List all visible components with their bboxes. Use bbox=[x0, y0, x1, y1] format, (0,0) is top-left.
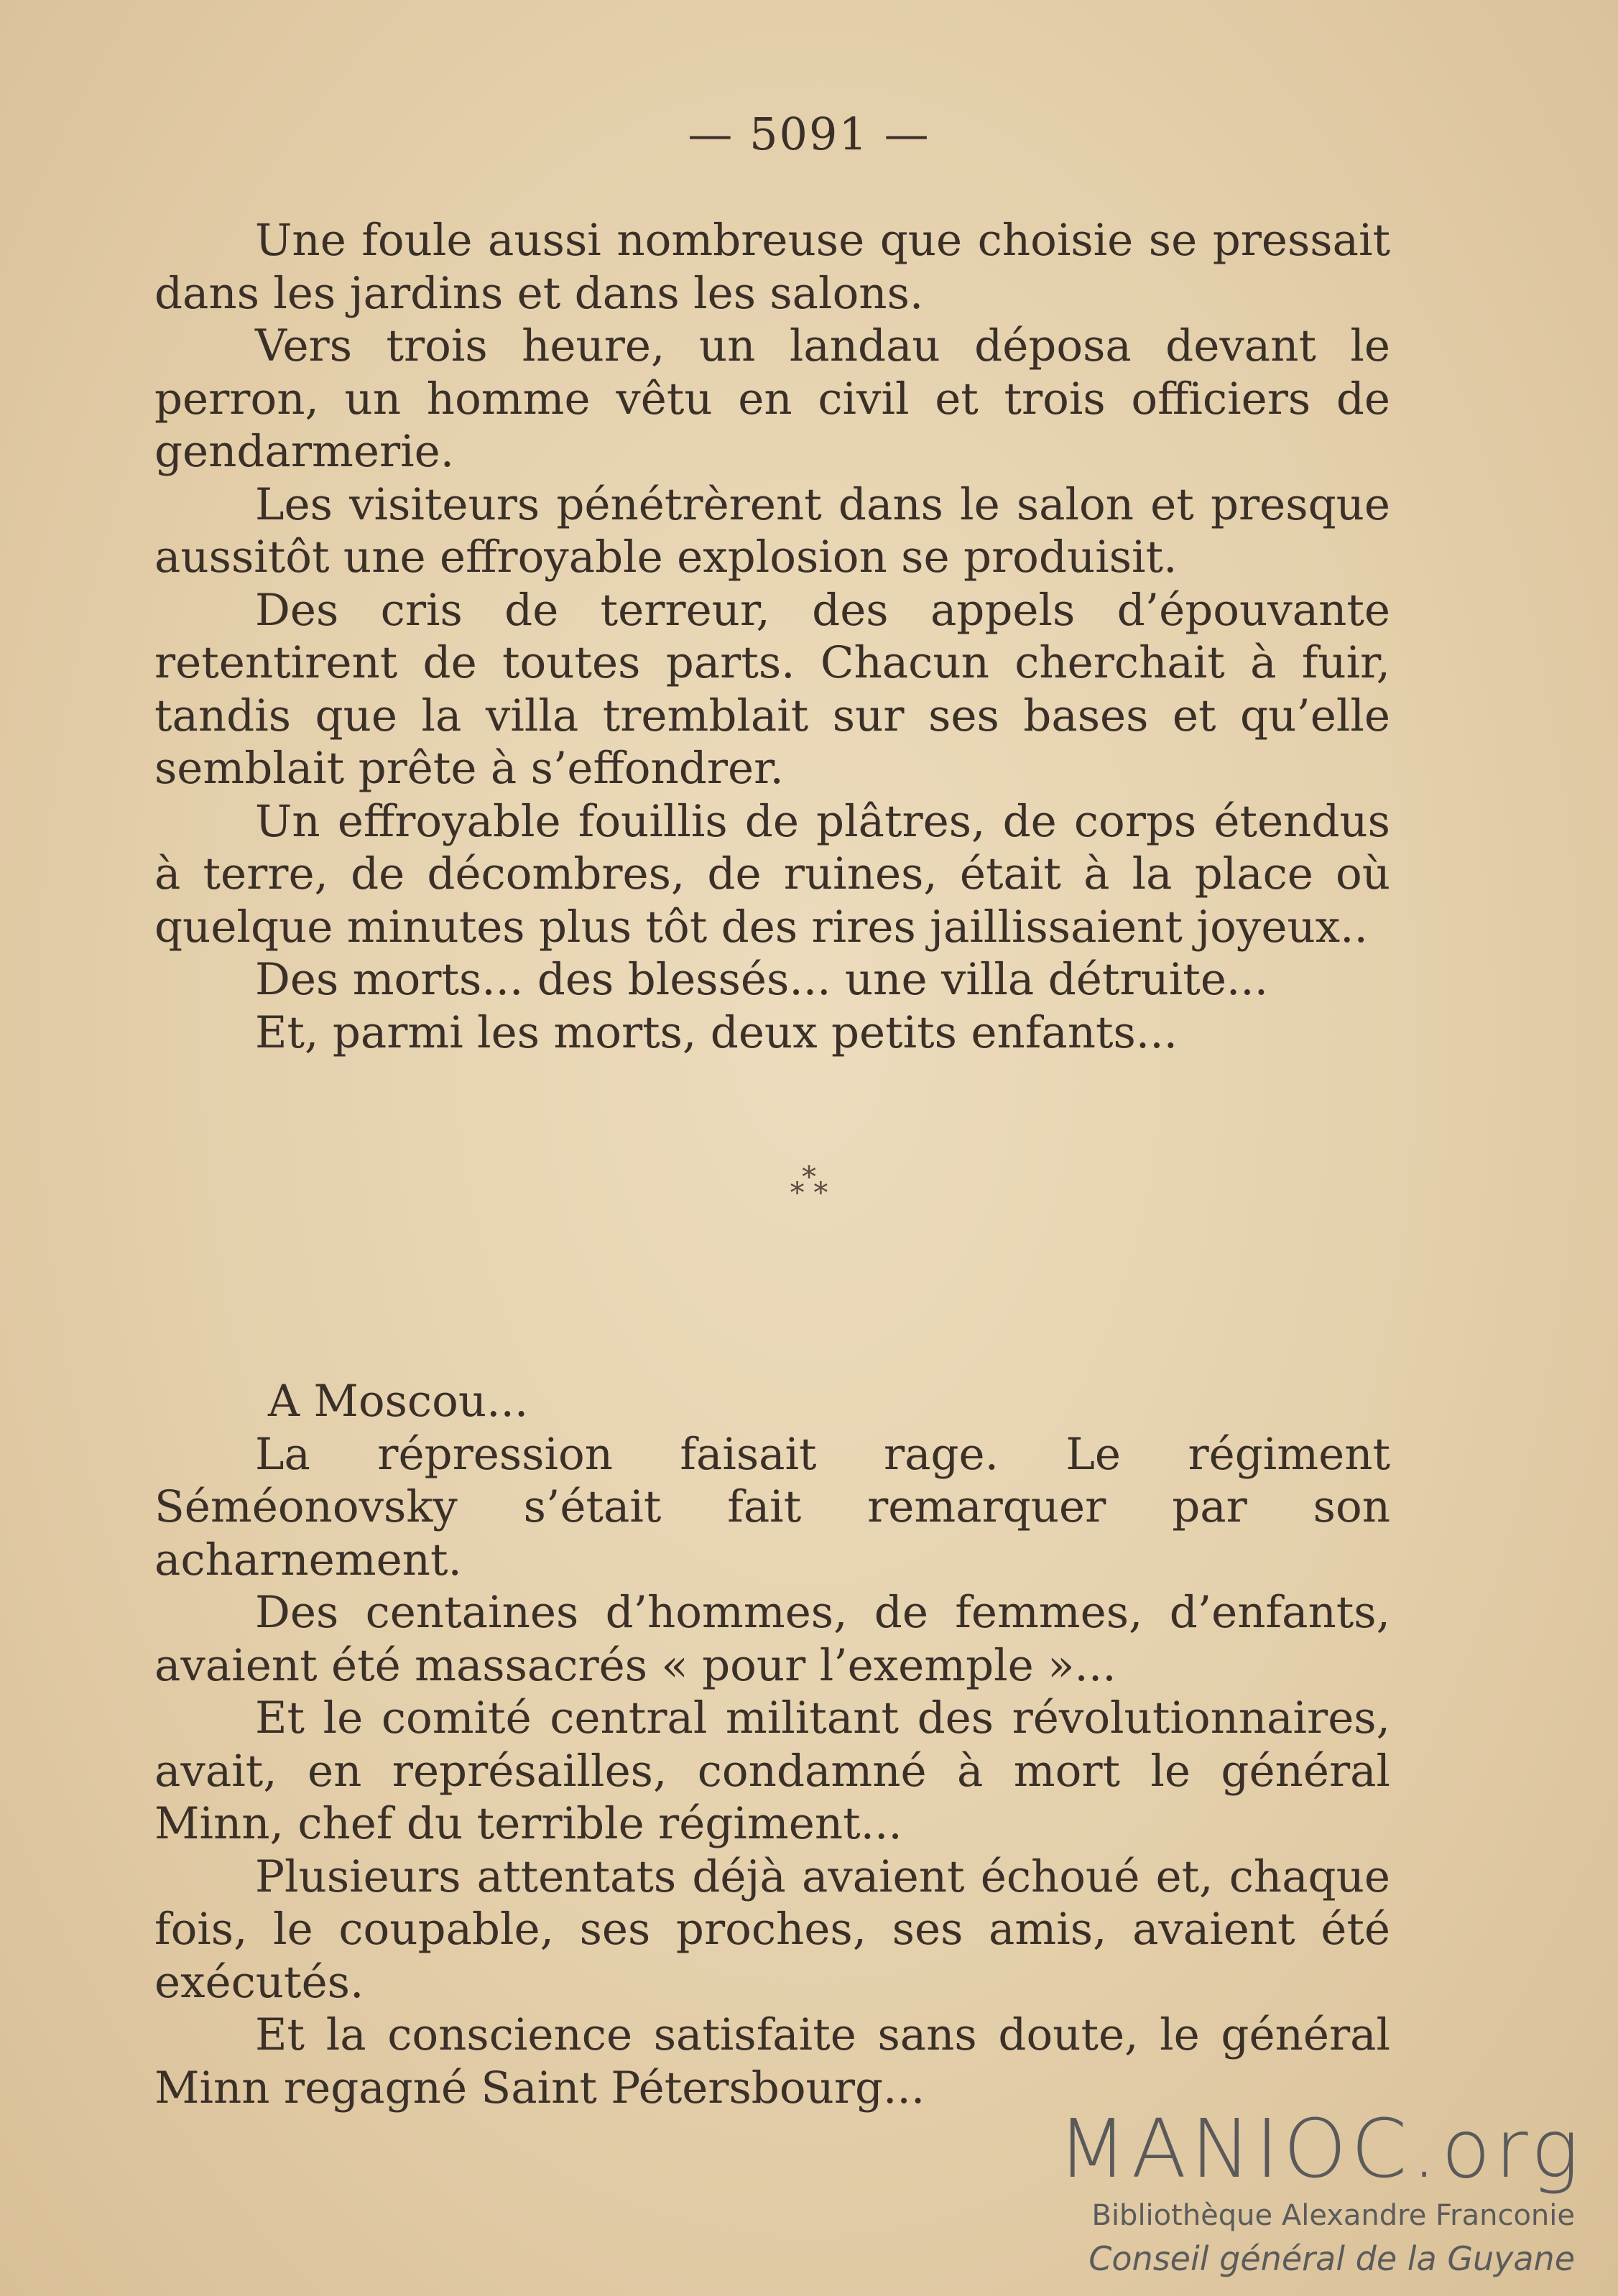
paragraph: Un effroyable fouillis de plâtres, de corps étendus à terre, de décombres, de ruines, était à la place où quelque minutes plus tôt des rires jaillissaient joyeux.. bbox=[154, 795, 1390, 953]
text-section-2 bbox=[154, 1375, 1390, 2114]
asterism: * * * bbox=[790, 1161, 828, 1210]
paragraph: Une foule aussi nombreuse que choisie se pressait dans les jardins et dans les salons. bbox=[154, 215, 1390, 319]
paragraph: Des morts... des blessés... une villa détruite... bbox=[255, 954, 1269, 1005]
paragraph: Des centaines d’hommes, de femmes, d’enfants, avaient été massacrés « pour l’exemple »... bbox=[154, 1587, 1390, 1691]
manioc-watermark bbox=[1058, 2103, 1584, 2282]
section-heading: A Moscou... bbox=[268, 1376, 529, 1427]
paragraph: La répression faisait rage. Le régiment Séméonovsky s’était fait remarquer par son acharnement. bbox=[154, 1428, 1390, 1586]
section-separator bbox=[0, 1161, 1618, 1210]
council-name: Conseil général de la Guyane bbox=[1088, 2239, 1575, 2278]
text-section-1 bbox=[154, 214, 1390, 1059]
manioc-logo: MANIOC.org bbox=[1058, 2103, 1584, 2196]
paragraph: Les visiteurs pénétrèrent dans le salon et presque aussitôt une effroyable explosion se produisit. bbox=[154, 478, 1390, 583]
paragraph: Et, parmi les morts, deux petits enfants... bbox=[255, 1006, 1178, 1058]
library-name: Bibliothèque Alexandre Franconie bbox=[1091, 2199, 1575, 2232]
page-number: — 5091 — bbox=[688, 108, 930, 160]
paragraph: Plusieurs attentats déjà avaient échoué et, chaque fois, le coupable, ses proches, ses amis, avaient été exécutés. bbox=[154, 1851, 1390, 2008]
paragraph: Des cris de terreur, des appels d’épouvante retentirent de toutes parts. Chacun cherchait à fuir, tandis que la villa tremblait sur ses bases et qu’elle semblait prête à s’effondrer. bbox=[154, 584, 1390, 794]
paragraph: Et le comité central militant des révolutionnaires, avait, en représailles, condamné à mort le général Minn, chef du terrible régiment... bbox=[154, 1693, 1390, 1849]
paragraph: Vers trois heure, un landau déposa devant le perron, un homme vêtu en civil et trois officiers de gendarmerie. bbox=[154, 320, 1390, 477]
paragraph: Et la conscience satisfaite sans doute, le général Minn regagné Saint Pétersbourg... bbox=[154, 2009, 1390, 2114]
